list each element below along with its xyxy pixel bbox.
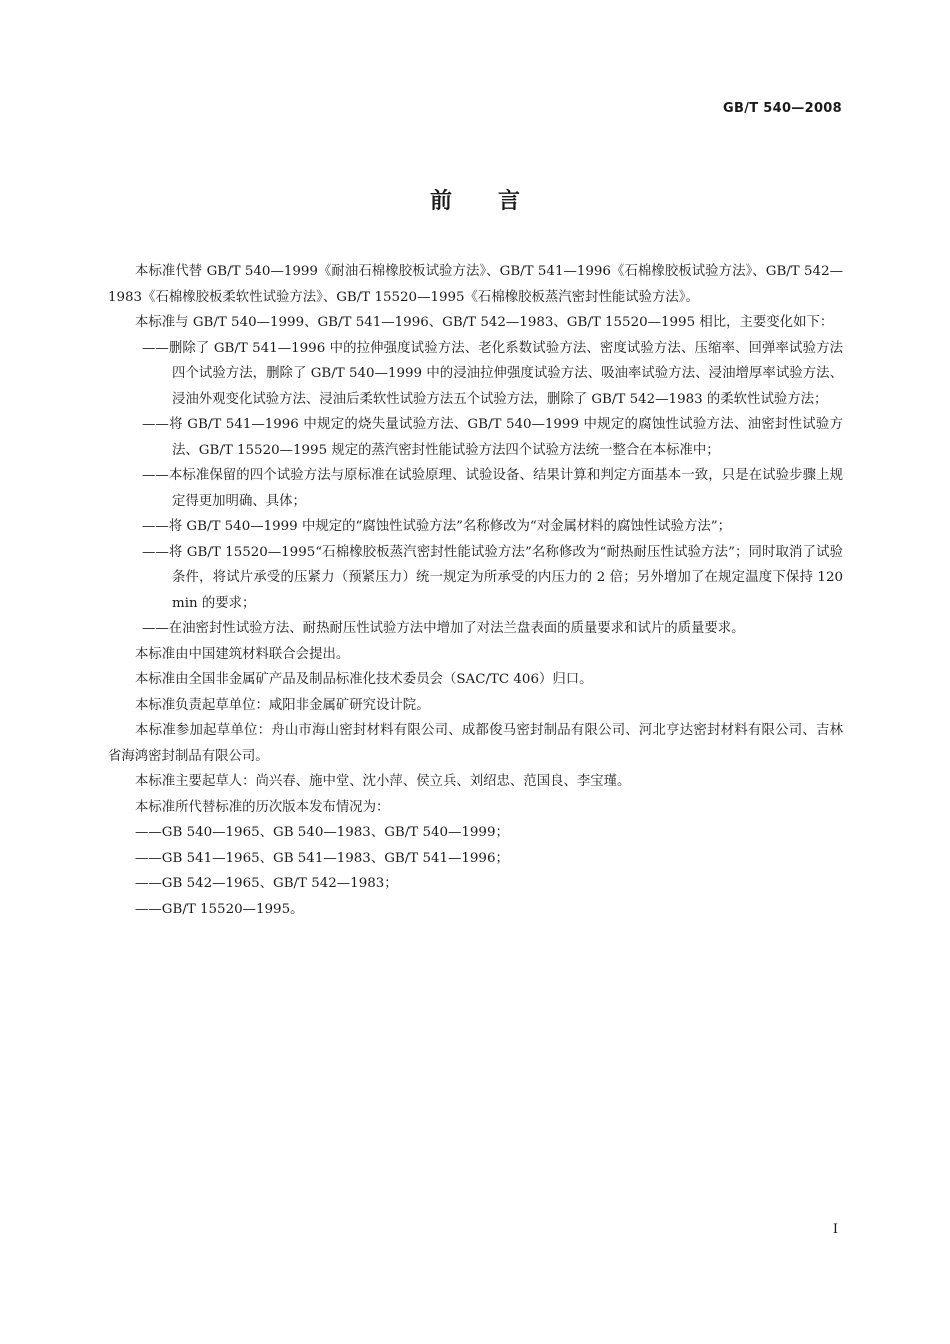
history-item-1: ——GB 540—1965、GB 540—1983、GB/T 540—1999； xyxy=(135,825,509,840)
foreword-body xyxy=(108,259,843,922)
paragraph-drafters: 本标准主要起草人：尚兴春、施中堂、沈小萍、侯立兵、刘绍忠、范国良、李宝瑾。 xyxy=(135,774,631,789)
paragraph-replaces: 本标准代替 GB/T 540—1999《耐油石棉橡胶板试验方法》、GB/T 541—1996《石棉橡胶板试验方法》、GB/T 542—1983《石棉橡胶板柔软性试验方法》、GB/T 15520—1995《石棉橡胶板蒸汽密封性能试验方法》。 xyxy=(108,264,843,305)
change-item-6: ——在油密封性试验方法、耐热耐压性试验方法中增加了对法兰盘表面的质量要求和试片的质量要求。 xyxy=(142,621,745,636)
history-item-4: ——GB/T 15520—1995。 xyxy=(135,901,304,917)
change-item-4: ——将 GB/T 540—1999 中规定的“腐蚀性试验方法”名称修改为“对金属材料的腐蚀性试验方法”； xyxy=(142,519,732,534)
standard-number: GB/T 540—2008 xyxy=(723,101,842,116)
change-item-1: ——删除了 GB/T 541—1996 中的拉伸强度试验方法、老化系数试验方法、密度试验方法、压缩率、回弹率试验方法四个试验方法，删除了 GB/T 540—1999 中的浸油拉伸强度试验方法、吸油率试验方法、浸油增厚率试验方法、浸油外观变化试验方法、浸油后柔软性试验方法五个试验方法，删除了 GB/T 542—1983 的柔软性试验方法； xyxy=(142,340,843,407)
change-item-5: ——将 GB/T 15520—1995“石棉橡胶板蒸汽密封性能试验方法”名称修改为“耐热耐压性试验方法”；同时取消了试验条件，将试片承受的压紧力（预紧压力）统一规定为所承受的内压力的 2 倍；另外增加了在规定温度下保持 120 min 的要求； xyxy=(142,544,843,611)
paragraph-proposed-by: 本标准由中国建筑材料联合会提出。 xyxy=(135,646,350,662)
change-item-3: ——本标准保留的四个试验方法与原标准在试验原理、试验设备、结果计算和判定方面基本一致，只是在试验步骤上规定得更加明确、具体； xyxy=(142,468,843,509)
paragraph-changes-intro: 本标准与 GB/T 540—1999、GB/T 541—1996、GB/T 542—1983、GB/T 15520—1995 相比，主要变化如下： xyxy=(135,315,834,330)
paragraph-managed-by: 本标准由全国非金属矿产品及制品标准化技术委员会（SAC/TC 406）归口。 xyxy=(135,672,593,687)
history-item-2: ——GB 541—1965、GB 541—1983、GB/T 541—1996； xyxy=(135,850,509,866)
history-item-3: ——GB 542—1965、GB/T 542—1983； xyxy=(135,876,398,891)
paragraph-participating-units: 本标准参加起草单位：舟山市海山密封材料有限公司、成都俊马密封制品有限公司、河北亨达密封材料有限公司、吉林省海鸿密封制品有限公司。 xyxy=(108,723,843,764)
paragraph-history-intro: 本标准所代替标准的历次版本发布情况为： xyxy=(135,799,390,815)
page-number: I xyxy=(832,1222,838,1237)
page-title: 前言 xyxy=(429,189,566,214)
change-item-2: ——将 GB/T 541—1996 中规定的烧失量试验方法、GB/T 540—1999 中规定的腐蚀性试验方法、油密封性试验方法、GB/T 15520—1995 规定的蒸汽密封性能试验方法四个试验方法统一整合在本标准中； xyxy=(142,417,843,458)
paragraph-drafting-unit: 本标准负责起草单位：咸阳非金属矿研究设计院。 xyxy=(135,697,430,713)
